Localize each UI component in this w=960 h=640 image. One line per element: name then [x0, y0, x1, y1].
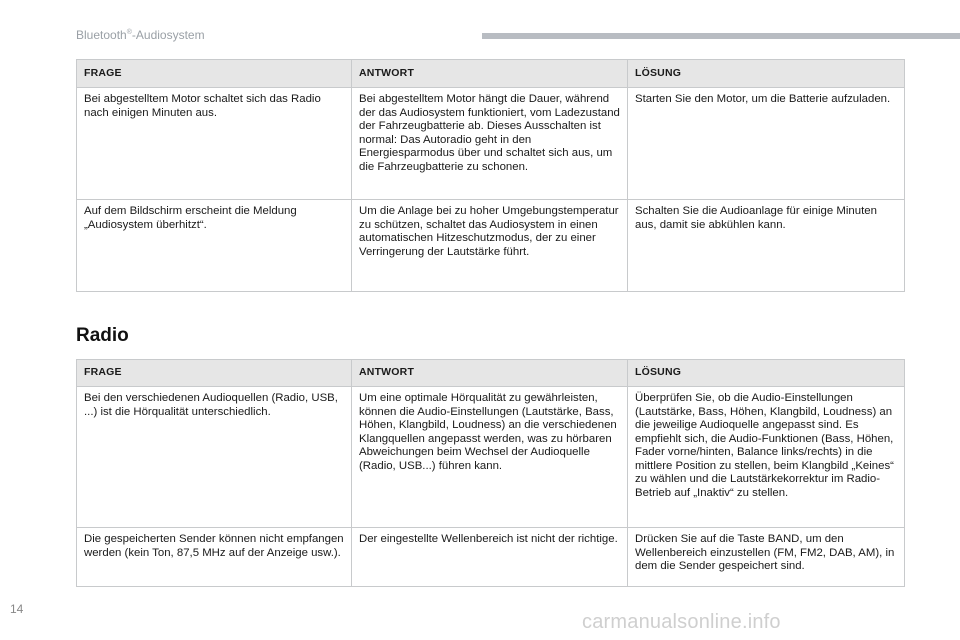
cell-antwort: Um die Anlage bei zu hoher Umgebungstemperatur zu schützen, schaltet das Audiosystem in einen automatischen Hitzeschutzmodus, der zu einer Verringerung der Lautstärke führt.	[352, 200, 628, 292]
column-header-loesung: LÖSUNG	[628, 60, 905, 88]
table-header-row	[77, 360, 905, 387]
cell-antwort: Um eine optimale Hörqualität zu gewährleisten, können die Audio-Einstellungen (Lautstärke, Bass, Höhen, Klangbild, Loudness) an die verschiedenen Klangquellen angepasst werden, was zu hörbaren Abweichungen beim Wechsel der Audioquelle (Radio, USB...) führen kann.	[352, 387, 628, 528]
column-header-frage: FRAGE	[77, 360, 352, 387]
cell-frage: Bei abgestelltem Motor schaltet sich das Radio nach einigen Minuten aus.	[77, 88, 352, 200]
column-header-antwort: ANTWORT	[352, 60, 628, 88]
cell-loesung: Überprüfen Sie, ob die Audio-Einstellungen (Lautstärke, Bass, Höhen, Klangbild, Loudness) an die jeweilige Audioquelle angepasst sind. Es empfiehlt sich, die Audio-Funktionen (Bass, Höhen, Fader vorne/hinten, Balance links/rechts) in die mittlere Position zu stellen, beim Klangbild „Keines“ zu wählen und die Lautstärkekorrektur im Radio-Betrieb auf „Inaktiv“ zu stellen.	[628, 387, 905, 528]
cell-frage: Auf dem Bildschirm erscheint die Meldung „Audiosystem überhitzt“.	[77, 200, 352, 292]
header-bar	[482, 33, 960, 39]
column-header-antwort: ANTWORT	[352, 360, 628, 387]
cell-loesung: Drücken Sie auf die Taste BAND, um den Wellenbereich einzustellen (FM, FM2, DAB, AM), in dem die Sender gespeichert sind.	[628, 528, 905, 587]
cell-antwort: Der eingestellte Wellenbereich ist nicht der richtige.	[352, 528, 628, 587]
cell-frage: Bei den verschiedenen Audioquellen (Radio, USB, ...) ist die Hörqualität unterschiedlich.	[77, 387, 352, 528]
cell-antwort: Bei abgestelltem Motor hängt die Dauer, während der das Audiosystem funktioniert, vom Ladezustand der Fahrzeugbatterie ab. Dieses Ausschalten ist normal: Das Autoradio geht in den Energiesparmodus über und schaltet sich aus, um die Fahrzeugbatterie zu schonen.	[352, 88, 628, 200]
section-heading-radio: Radio	[76, 325, 129, 346]
table-row	[77, 88, 905, 200]
table-row	[77, 387, 905, 528]
column-header-frage: FRAGE	[77, 60, 352, 88]
table-header-row	[77, 60, 905, 88]
column-header-loesung: LÖSUNG	[628, 360, 905, 387]
cell-loesung: Starten Sie den Motor, um die Batterie aufzuladen.	[628, 88, 905, 200]
table-row	[77, 528, 905, 587]
page-number: 14	[10, 602, 24, 616]
troubleshooting-table-radio	[76, 359, 905, 587]
header-title-suffix: -Audiosystem	[131, 28, 205, 42]
table-row	[77, 200, 905, 292]
registered-mark: ®	[126, 29, 132, 36]
cell-loesung: Schalten Sie die Audioanlage für einige Minuten aus, damit sie abkühlen kann.	[628, 200, 905, 292]
watermark: carmanualsonline.info	[582, 611, 781, 633]
header-title-prefix: Bluetooth	[76, 28, 127, 42]
page-header-title	[76, 28, 205, 42]
cell-frage: Die gespeicherten Sender können nicht empfangen werden (kein Ton, 87,5 MHz auf der Anzeige usw.).	[77, 528, 352, 587]
troubleshooting-table-general	[76, 59, 905, 292]
